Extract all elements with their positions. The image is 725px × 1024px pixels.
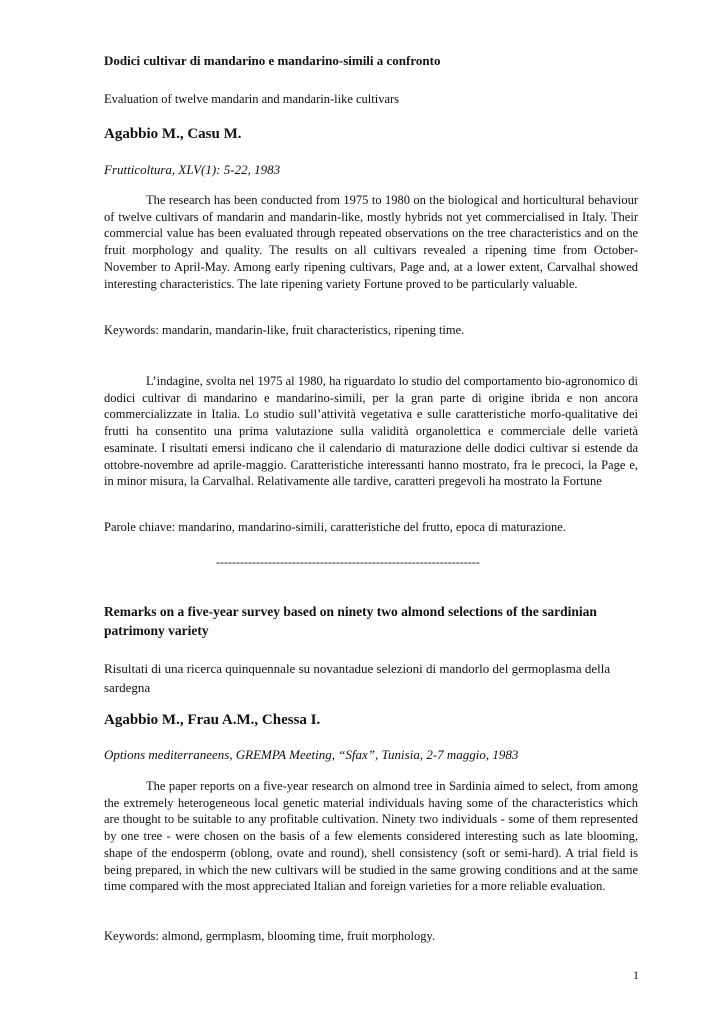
article2-abstract-english: The paper reports on a five-year research on almond tree in Sardinia aimed to select, from among the extremely heterogeneous local genetic material individuals having some of the characteristics which are thought to be suitable to any profitable cultivation. Ninety two individuals - some of them represented by one tree - were chosen on the basis of a few elements considered interesting such as late blooming, shape of the endosperm (oblong, ovate and round), shell consistency (soft or semi-hard). A trial field is being prepared, in which the new cultivars will be studied in the same growing conditions and at the same time compared with the most appreciated Italian and foreign varieties for a more reliable evaluation. — [104, 779, 638, 894]
article1-citation: Frutticoltura, XLV(1): 5-22, 1983 — [104, 162, 281, 177]
article1-authors: Agabbio M., Casu M. — [104, 126, 242, 142]
article2-title-italian: Risultati di una ricerca quinquennale su novantadue selezioni di mandorlo del germoplasma della sardegna — [104, 661, 611, 695]
article2-authors: Agabbio M., Frau A.M., Chessa I. — [104, 712, 321, 728]
article1-title-italian: Dodici cultivar di mandarino e mandarino-simili a confronto — [104, 53, 441, 68]
article2-title-english: Remarks on a five-year survey based on ninety two almond selections of the sardinian patrimony variety — [104, 604, 597, 638]
article2-keywords-english: Keywords: almond, germplasm, blooming time, fruit morphology. — [104, 929, 436, 943]
section-separator: ------------------------------------------------------------------ — [216, 555, 480, 569]
article2-citation: Options mediterraneens, GREMPA Meeting, “Sfax”, Tunisia, 2-7 maggio, 1983 — [104, 747, 519, 762]
article1-abstract-italian: L’indagine, svolta nel 1975 al 1980, ha riguardato lo studio del comportamento bio-agronomico di dodici cultivar di mandarino e mandarino-simili, per la gran parte di origine ibrida e non ancora commercializzate in Italia. Lo studio sull’attività vegetativa e sulle caratteristiche morfo-qualitative dei frutti ha consentito una prima valutazione sulla validità organolettica e commerciale delle varietà esaminate. I risultati emersi indicano che il calendario di maturazione delle dodici cultivar si estende da ottobre-novembre ad aprile-maggio. Caratteristiche interessanti hanno mostrato, fra le precoci, la Page e, in minor misura, la Carvalhal. Relativamente alle tardive, caratteri pregevoli ha mostrato la Fortune — [104, 374, 638, 489]
article1-keywords-english: Keywords: mandarin, mandarin-like, fruit characteristics, ripening time. — [104, 323, 465, 337]
article1-title-english: Evaluation of twelve mandarin and mandarin-like cultivars — [104, 92, 400, 106]
page-number: 1 — [633, 968, 639, 982]
article1-keywords-italian: Parole chiave: mandarino, mandarino-simili, caratteristiche del frutto, epoca di maturazione. — [104, 520, 566, 534]
article1-abstract-english: The research has been conducted from 1975 to 1980 on the biological and horticultural behaviour of twelve cultivars of mandarin and mandarin-like, mostly hybrids not yet commercialised in Italy. Their commercial value has been evaluated through repeated observations on the tree characteristics and on the fruit morphology and quality. The results on all cultivars revealed a ripening time from October-November to April-May. Among early ripening cultivars, Page and, at a lower extent, Carvalhal showed interesting characteristics. The late ripening variety Fortune proved to be particularly valuable. — [104, 193, 638, 291]
